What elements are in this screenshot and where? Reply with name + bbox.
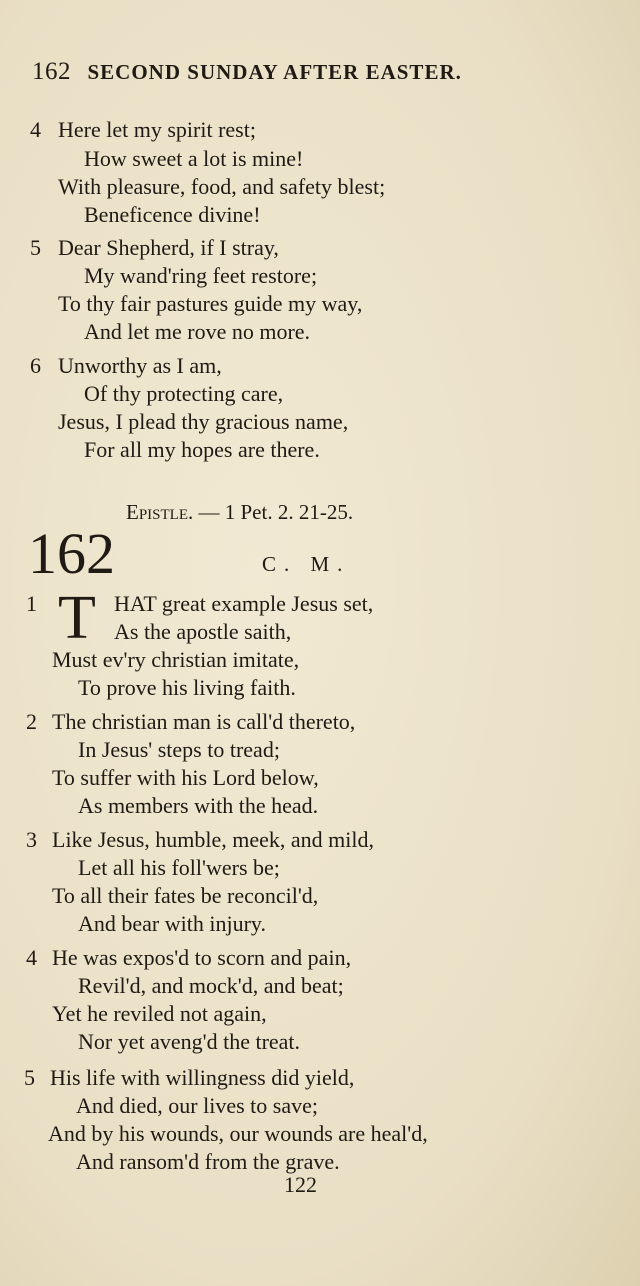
verse-line: In Jesus' steps to tread; bbox=[78, 737, 280, 762]
verse-line: As the apostle saith, bbox=[114, 619, 292, 644]
verse-line: Here let my spirit rest; bbox=[58, 117, 256, 142]
verse-line: Revil'd, and mock'd, and beat; bbox=[78, 973, 344, 998]
verse-number: 3 bbox=[26, 827, 37, 852]
verse-line: Beneficence divine! bbox=[84, 202, 261, 227]
verse-line: Dear Shepherd, if I stray, bbox=[58, 235, 279, 260]
verse-line: Nor yet aveng'd the treat. bbox=[78, 1029, 301, 1054]
verse-number: 1 bbox=[26, 591, 37, 616]
verse-line: Jesus, I plead thy gracious name, bbox=[58, 409, 349, 434]
verse-line: To prove his living faith. bbox=[78, 675, 296, 700]
verse-line: With pleasure, food, and safety blest; bbox=[58, 174, 386, 199]
verse-number: 6 bbox=[30, 353, 41, 378]
verse-line: And died, our lives to save; bbox=[76, 1093, 318, 1118]
verse-line: To thy fair pastures guide my way, bbox=[58, 291, 363, 316]
verse-line: Like Jesus, humble, meek, and mild, bbox=[52, 827, 374, 852]
verse-line: Of thy protecting care, bbox=[84, 381, 284, 406]
hymn-meter: C. M. bbox=[262, 552, 351, 576]
running-title: SECOND SUNDAY AFTER EASTER. bbox=[87, 60, 462, 84]
verse-number: 4 bbox=[26, 945, 37, 970]
verse-line: And by his wounds, our wounds are heal'd, bbox=[48, 1121, 428, 1146]
verse-line: And let me rove no more. bbox=[84, 319, 311, 344]
running-header bbox=[32, 58, 622, 92]
epistle-heading bbox=[126, 500, 353, 525]
verse-line: HAT great example Jesus set, bbox=[114, 591, 374, 616]
verse-line: Let all his foll'wers be; bbox=[78, 855, 280, 880]
verse-number: 2 bbox=[26, 709, 37, 734]
verse-line: Must ev'ry christian imitate, bbox=[52, 647, 300, 672]
folio-number: 122 bbox=[284, 1172, 317, 1197]
verse-number: 5 bbox=[24, 1065, 35, 1090]
verse-line: My wand'ring feet restore; bbox=[84, 263, 318, 288]
verse-line: As members with the head. bbox=[78, 793, 319, 818]
page-number: 162 bbox=[32, 58, 71, 85]
verse-line: For all my hopes are there. bbox=[84, 437, 320, 462]
epistle-reference: — 1 Pet. 2. 21-25. bbox=[198, 500, 354, 524]
verse-number: 5 bbox=[30, 235, 41, 260]
verse-line: His life with willingness did yield, bbox=[50, 1065, 355, 1090]
verse-line: Unworthy as I am, bbox=[58, 353, 222, 378]
verse-line: To suffer with his Lord below, bbox=[52, 765, 319, 790]
verse-line: How sweet a lot is mine! bbox=[84, 146, 304, 171]
verse-line: And ransom'd from the grave. bbox=[76, 1149, 340, 1174]
verse-line: He was expos'd to scorn and pain, bbox=[52, 945, 352, 970]
drop-cap: T bbox=[58, 584, 96, 652]
verse-line: To all their fates be reconcil'd, bbox=[52, 883, 319, 908]
verse-line: And bear with injury. bbox=[78, 911, 266, 936]
verse-line: The christian man is call'd thereto, bbox=[52, 709, 356, 734]
hymn-number: 162 bbox=[28, 521, 115, 586]
verse-line: Yet he reviled not again, bbox=[52, 1001, 267, 1026]
epistle-label: Epistle. bbox=[126, 500, 194, 524]
verse-number: 4 bbox=[30, 117, 41, 142]
